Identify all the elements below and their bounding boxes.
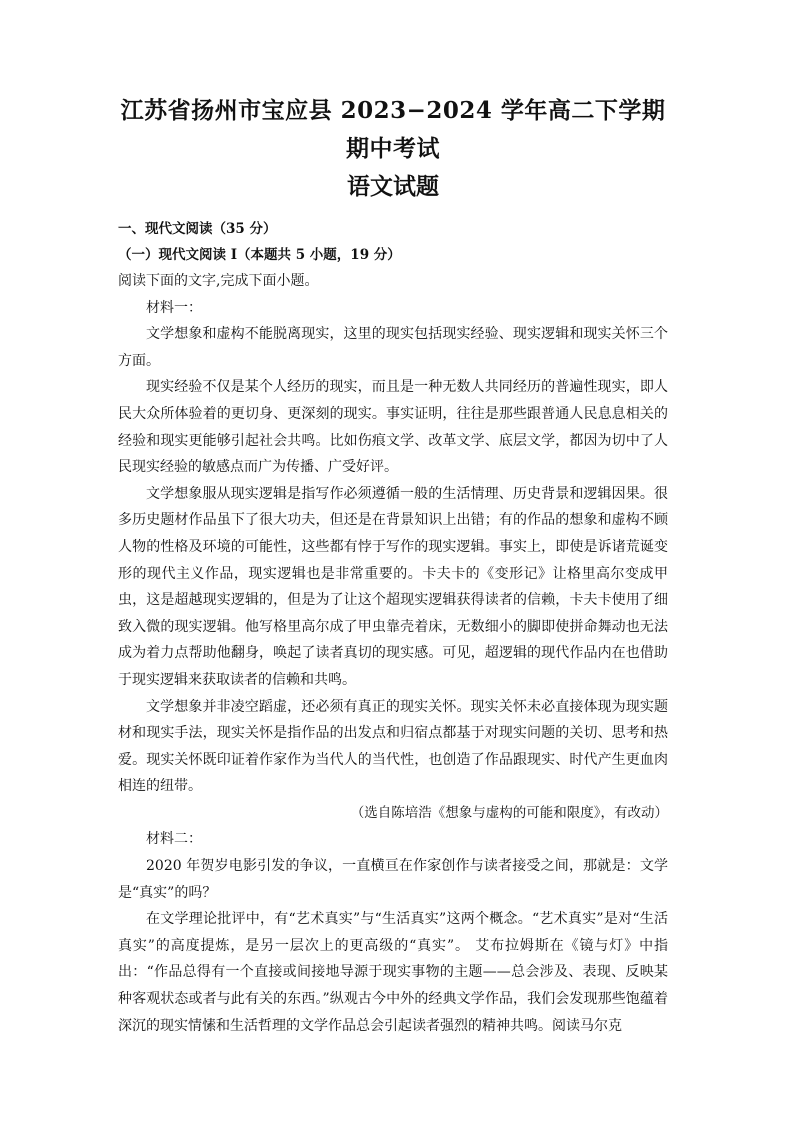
instruction-text: 阅读下面的文字,完成下面小题。 — [118, 273, 319, 289]
subsection-heading: （一）现代文阅读 I（本题共 5 小题，19 分） — [118, 247, 401, 263]
section-heading: 一、现代文阅读（35 分） — [118, 221, 277, 237]
material1-paragraph: 文学想象并非凌空蹈虚，还必须有真正的现实关怀。现实关怀未必直接体现为现实题材和现实手法，现实关怀是指作品的出发点和归宿点都基于对现实问题的关切、思考和热爱。现实关怀既印证着作家作为当代人的当代性，也创造了作品跟现实、时代产生更血肉相连的纽带。 — [118, 698, 668, 795]
material2-paragraph: 2020 年贺岁电影引发的争议，一直横亘在作家创作与读者接受之间，那就是：文学是“真实”的吗？ — [118, 858, 668, 901]
material1-paragraph: 现实经验不仅是某个人经历的现实，而且是一种无数人共同经历的普遍性现实，即人民大众所体验着的更切身、更深刻的现实。事实证明，往往是那些跟普通人民息息相关的经验和现实更能够引起社会共鸣。比如伤痕文学、改革文学、底层文学，都因为切中了人民现实经验的敏感点而广为传播、广受好评。 — [118, 379, 668, 476]
document-subtitle: 语文试题 — [347, 173, 439, 200]
document-title: 江苏省扬州市宝应县 2023−2024 学年高二下学期期中考试 — [120, 97, 666, 162]
material1-source: （选自陈培浩《想象与虚构的可能和限度》，有改动） — [350, 804, 668, 821]
material2-paragraph: 在文学理论批评中，有“艺术真实”与“生活真实”这两个概念。“艺术真实”是对“生活真实”的高度提炼，是另一层次上的更高级的“真实”。 艾布拉姆斯在《镜与灯》中指出：“作品总得有一个直接或间接地导源于现实事物的主题——总会涉及、表现、反映某种客观状态或者与此有关的东西。”纵观古今中外的经典文学作品，我们会发现那些饱蕴着深沉的现实情愫和生活哲理的文学作品总会引起读者强烈的精神共鸣。阅读马尔克 — [118, 911, 668, 1034]
material1-label: 材料一： — [146, 299, 202, 316]
material1-paragraph: 文学想象服从现实逻辑是指写作必须遵循一般的生活情理、历史背景和逻辑因果。很多历史题材作品虽下了很大功夫，但还是在背景知识上出错；有的作品的想象和虚构不顾人物的性格及环境的可能性，这些都有悖于写作的现实逻辑。事实上，即使是诉诸荒诞变形的现代主义作品，现实逻辑也是非常重要的。卡夫卡的《变形记》让格里高尔变成甲虫，这是超越现实逻辑的，但是为了让这个超现实逻辑获得读者的信赖，卡夫卡使用了细致入微的现实逻辑。他写格里高尔成了甲虫靠壳着床，无数细小的脚即使拼命舞动也无法成为着力点帮助他翻身，唤起了读者真切的现实感。可见，超逻辑的现代作品内在也借助于现实逻辑来获取读者的信赖和共鸣。 — [118, 485, 668, 688]
material1-paragraph: 文学想象和虚构不能脱离现实，这里的现实包括现实经验、现实逻辑和现实关怀三个方面。 — [118, 326, 668, 369]
material2-label: 材料二： — [146, 831, 202, 848]
document-page — [118, 92, 668, 1039]
